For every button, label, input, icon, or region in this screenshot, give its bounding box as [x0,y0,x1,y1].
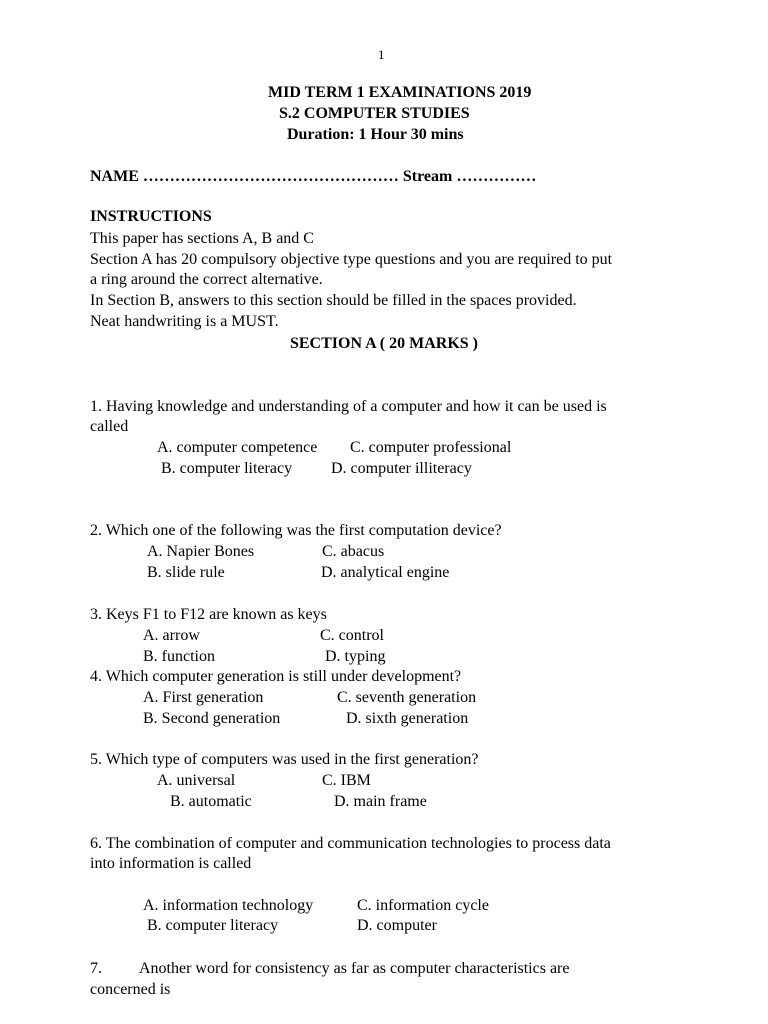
question-stem: 2. Which one of the following was the first computation device? [90,522,502,539]
exam-duration: Duration: 1 Hour 30 mins [287,126,464,143]
option-d: D. analytical engine [321,564,450,581]
question-stem: called [90,418,129,435]
option-b: B. computer literacy [147,917,279,934]
option-b: B. slide rule [147,564,225,581]
question-stem: 1. Having knowledge and understanding of a computer and how it can be used is [90,398,607,415]
question-stem: 5. Which type of computers was used in the first generation? [90,751,479,768]
question-number: 7. [90,960,102,977]
instruction-line: Section A has 20 compulsory objective type questions and you are required to put [90,251,613,268]
option-a: A. information technology [143,897,314,914]
instruction-line: This paper has sections A, B and C [90,230,314,247]
option-d: D. computer [357,917,437,934]
option-d: D. main frame [334,793,427,810]
option-a: A. arrow [143,627,200,644]
question-stem: Another word for consistency as far as computer characteristics are [139,960,570,977]
option-c: C. control [320,627,384,644]
option-a: A. universal [157,772,236,789]
exam-subject: S.2 COMPUTER STUDIES [279,105,470,122]
question-stem: 6. The combination of computer and communication technologies to process data [90,835,611,852]
option-c: C. information cycle [357,897,489,914]
option-b: B. Second generation [143,710,281,727]
exam-header [0,82,768,145]
option-c: C. computer professional [350,439,512,456]
option-b: B. function [143,648,215,665]
option-b: B. automatic [170,793,252,810]
instruction-line: Neat handwriting is a MUST. [90,313,279,330]
section-a-heading: SECTION A ( 20 MARKS ) [289,335,479,352]
option-a: A. First generation [143,689,264,706]
option-d: D. typing [325,648,386,665]
option-d: D. sixth generation [346,710,469,727]
exam-title: MID TERM 1 EXAMINATIONS 2019 [268,84,532,101]
question-stem: into information is called [90,855,252,872]
instruction-line: a ring around the correct alternative. [90,271,323,288]
option-a: A. Napier Bones [147,543,255,560]
question-stem: 3. Keys F1 to F12 are known as keys [90,606,327,623]
instruction-line: In Section B, answers to this section should be filled in the spaces provided. [90,292,577,309]
question-stem: 4. Which computer generation is still under development? [90,668,462,685]
option-c: C. abacus [322,543,385,560]
question-stem: concerned is [90,981,171,998]
option-a: A. computer competence [157,439,318,456]
instructions-heading: INSTRUCTIONS [90,208,212,225]
option-b: B. computer literacy [161,460,293,477]
option-c: C. IBM [322,772,371,789]
option-c: C. seventh generation [337,689,477,706]
name-stream-line: NAME ………………………………………… Stream …………… [90,168,537,185]
option-d: D. computer illiteracy [331,460,472,477]
page-number: 1 [378,47,385,62]
